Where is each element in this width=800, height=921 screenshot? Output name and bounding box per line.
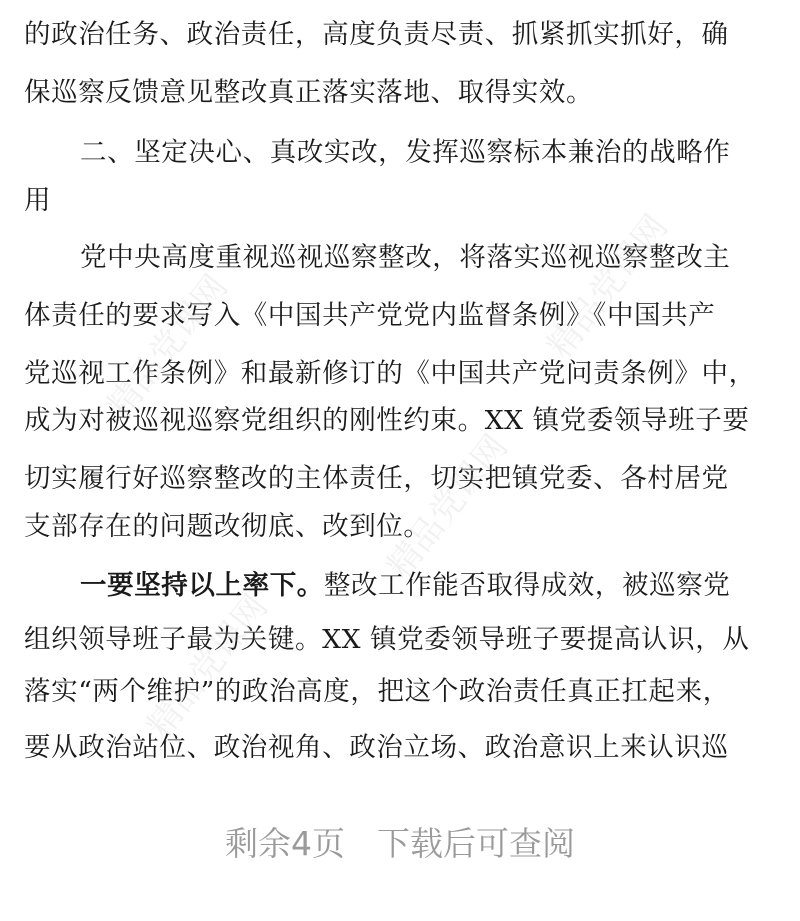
- watermark: 精品党课网: [379, 427, 516, 586]
- remaining-pages-label: 剩余4页: [225, 824, 345, 863]
- text-line: 的政治任务、政治责任，高度负责尽责、抓紧抓实抓好，确: [24, 19, 729, 50]
- text-line: 保巡察反馈意见整改真正落实落地、取得实效。: [24, 77, 594, 108]
- text-line: 党中央高度重视巡视巡察整改，将落实巡视巡察整改主: [80, 242, 731, 273]
- section-heading: 二、坚定决心、真改实改，发挥巡察标本兼治的战略作: [80, 137, 731, 168]
- section-heading-continued: 用: [24, 185, 52, 216]
- text-line: 要从政治站位、政治视角、政治立场、政治意识上来认识巡: [24, 732, 729, 763]
- watermark: 精品党课网: [99, 267, 236, 426]
- text-line: 切实履行好巡察整改的主体责任，切实把镇党委、各村居党: [24, 463, 729, 494]
- text-line: 体责任的要求写入《中国共产党党内监督条例》《中国共产: [24, 300, 716, 331]
- watermark: 精品党课网: [139, 587, 276, 746]
- text-line: 组织领导班子最为关键。XX 镇党委领导班子要提高认识，从: [24, 624, 750, 655]
- download-prompt[interactable]: [0, 818, 800, 870]
- text-line: 落实“两个维护”的政治高度，把这个政治责任真正扛起来，: [24, 676, 730, 707]
- text-line-with-lead: [80, 566, 730, 606]
- download-hint-label: 下载后可查阅: [377, 824, 575, 863]
- text-line: 支部存在的问题改彻底、改到位。: [24, 511, 431, 542]
- text-run: 整改工作能否取得成效，被巡察党: [323, 570, 731, 601]
- text-line: 成为对被巡视巡察党组织的刚性约束。XX 镇党委领导班子要: [24, 405, 750, 436]
- watermark: 精品党课网: [539, 207, 676, 366]
- bold-lead-phrase: 一要坚持以上率下。: [80, 570, 324, 601]
- text-line: 党巡视工作条例》和最新修订的《中国共产党问责条例》中，: [24, 358, 756, 389]
